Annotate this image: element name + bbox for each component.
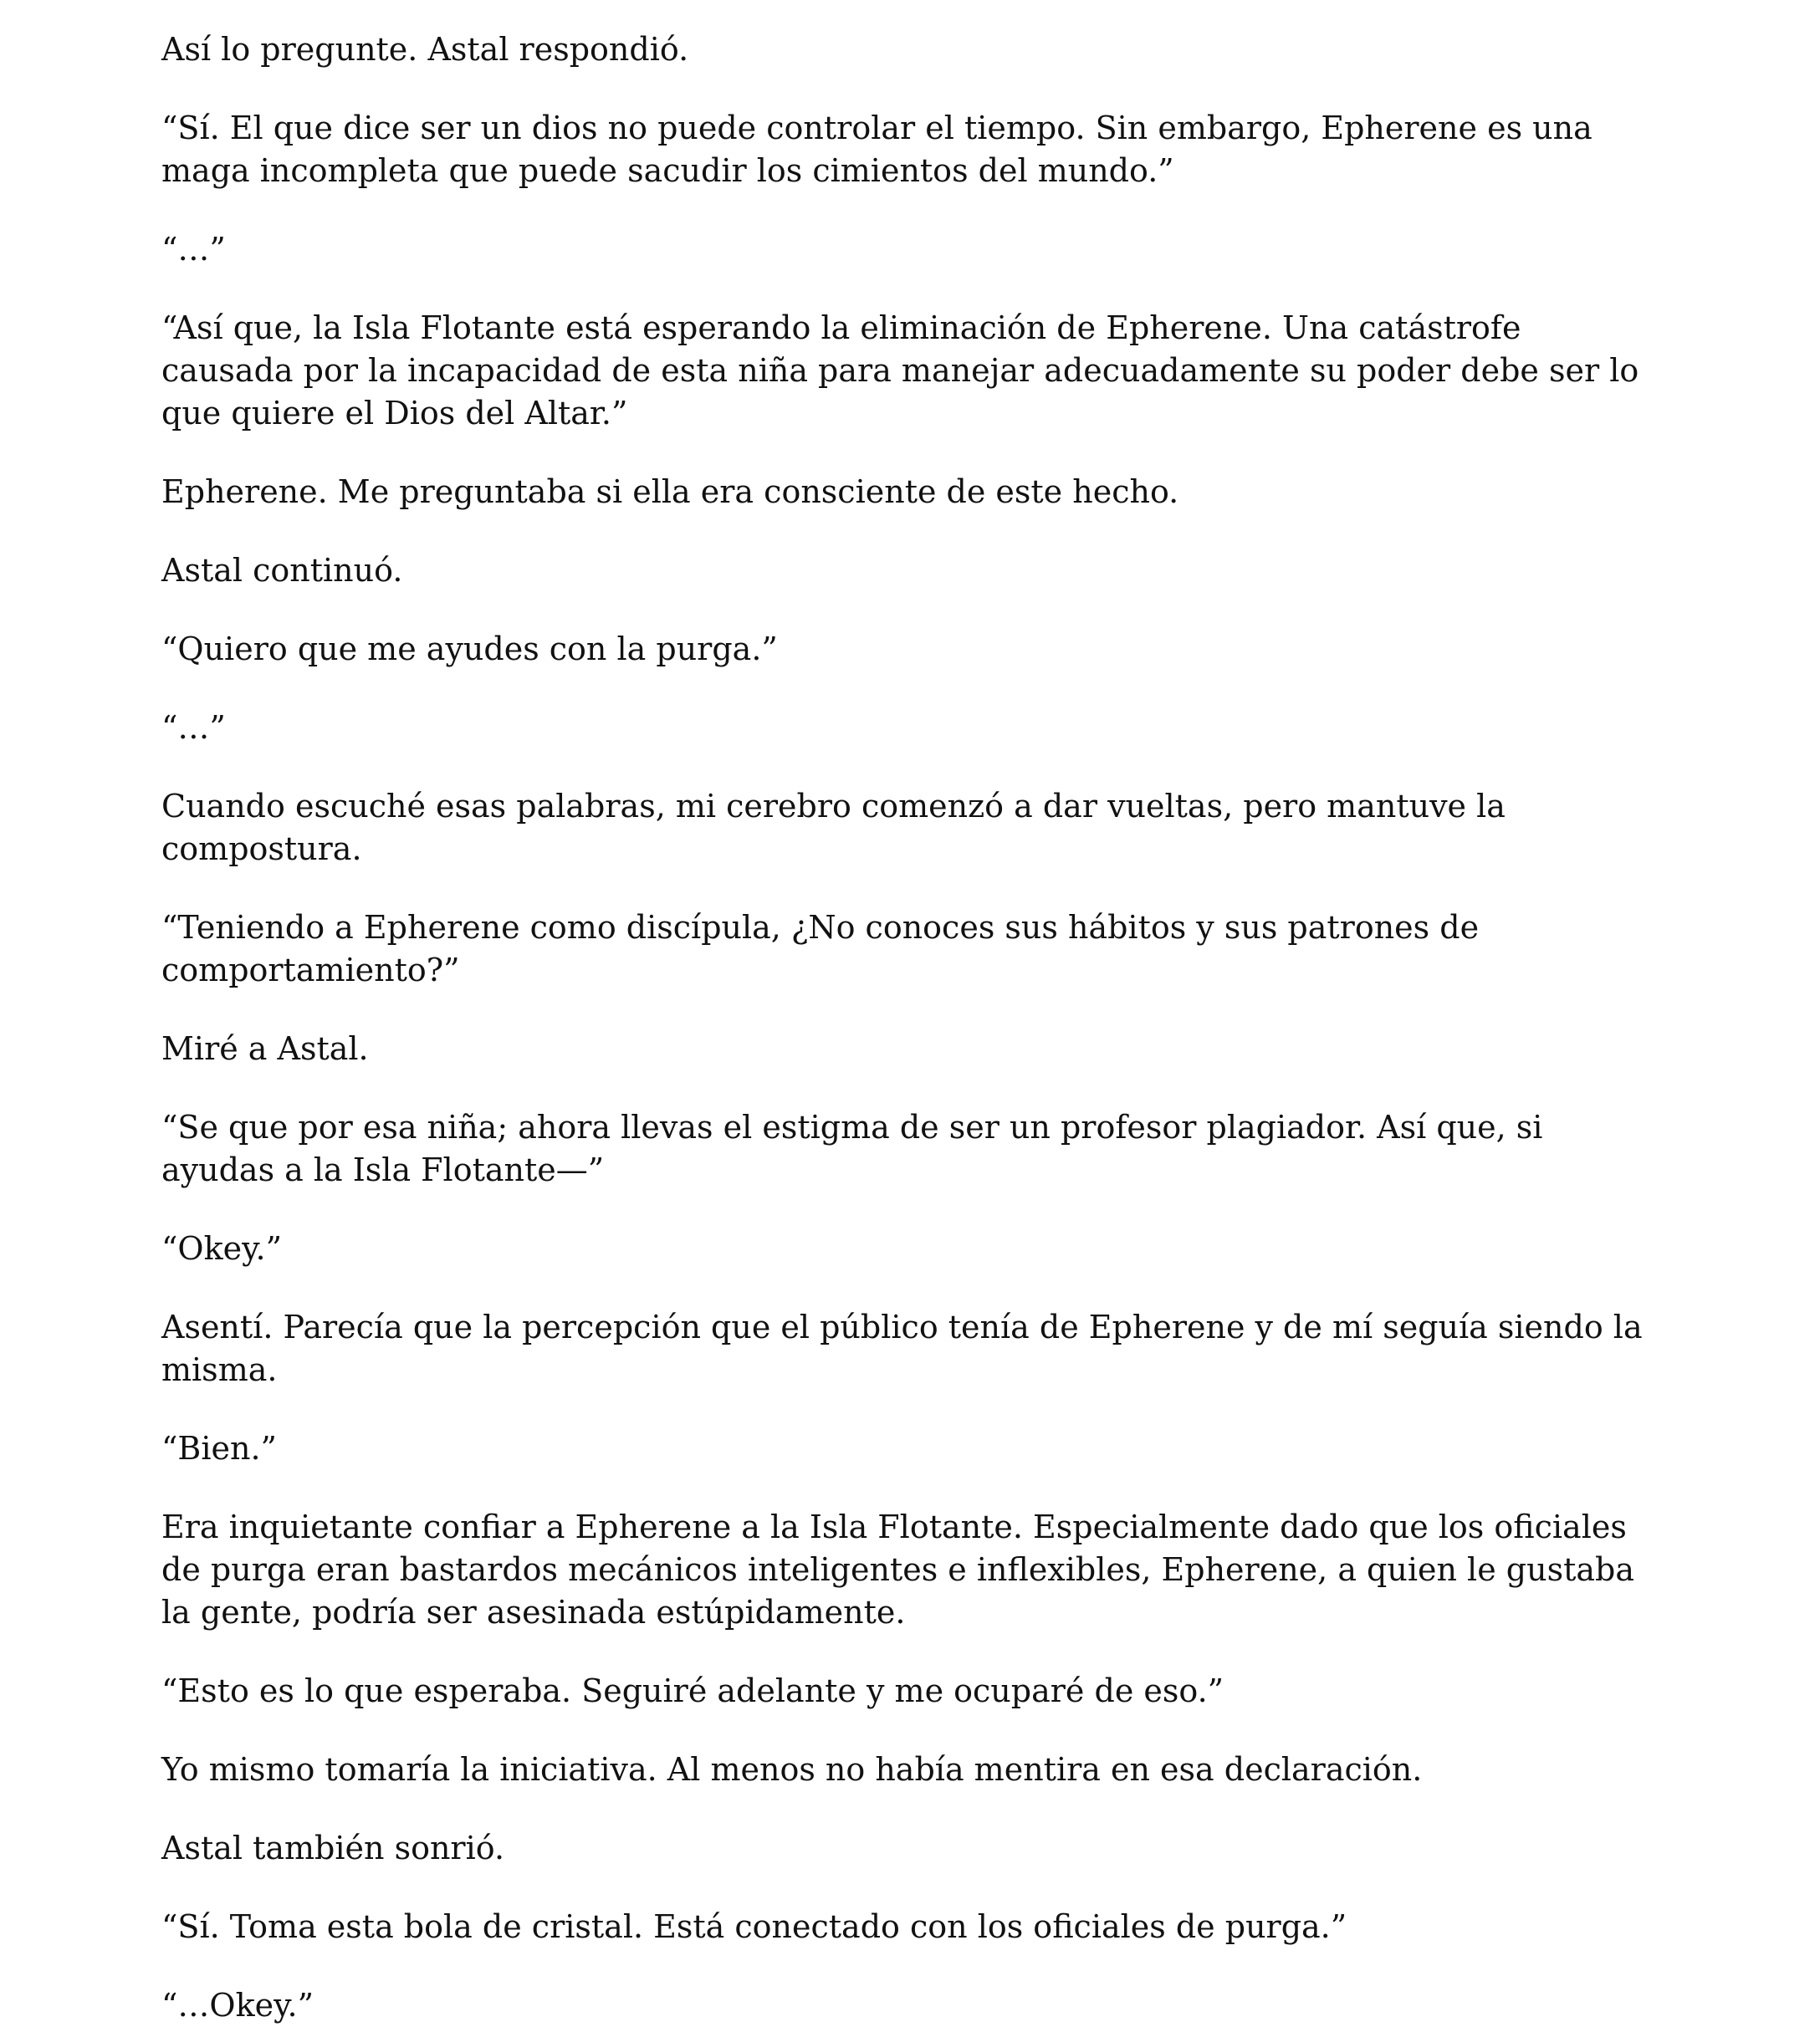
paragraph: Yo mismo tomaría la iniciativa. Al menos no había mentira en esa declaración.	[161, 1751, 1423, 1788]
paragraph: “Okey.”	[161, 1230, 283, 1267]
paragraph: Epherene. Me preguntaba si ella era consciente de este hecho.	[161, 473, 1179, 510]
paragraph: Era inquietante confiar a Epherene a la Isla Flotante. Especialmente dado que los oficiales de purga eran bastardos mecánicos inteligentes e inflexibles, Epherene, a quien le gustaba la gente, podría ser asesinada estúpidamente.	[161, 1509, 1634, 1631]
paragraph: “Se que por esa niña; ahora llevas el estigma de ser un profesor plagiador. Así que, si ayudas a la Isla Flotante—”	[161, 1109, 1543, 1188]
paragraph: Astal también sonrió.	[161, 1830, 505, 1866]
text-body	[161, 28, 1663, 2027]
paragraph: “Así que, la Isla Flotante está esperando la eliminación de Epherene. Una catástrofe causada por la incapacidad de esta niña para manejar adecuadamente su poder debe ser lo que quiere el Dios del Altar.”	[161, 309, 1639, 431]
paragraph: “…Okey.”	[161, 1987, 314, 2024]
paragraph: “Sí. Toma esta bola de cristal. Está conectado con los oficiales de purga.”	[161, 1908, 1347, 1945]
paragraph: Cuando escuché esas palabras, mi cerebro comenzó a dar vueltas, pero mantuve la compostura.	[161, 788, 1506, 867]
paragraph: “Teniendo a Epherene como discípula, ¿No conoces sus hábitos y sus patrones de comportamiento?”	[161, 909, 1480, 988]
paragraph: “…”	[161, 709, 226, 746]
paragraph: “Quiero que me ayudes con la purga.”	[161, 631, 778, 667]
paragraph: Miré a Astal.	[161, 1030, 369, 1067]
paragraph: “Sí. El que dice ser un dios no puede controlar el tiempo. Sin embargo, Epherene es una maga incompleta que puede sacudir los cimientos del mundo.”	[161, 110, 1592, 189]
paragraph: Asentí. Parecía que la percepción que el público tenía de Epherene y de mí seguía siendo la misma.	[161, 1309, 1643, 1388]
paragraph: Así lo pregunte. Astal respondió.	[161, 31, 689, 68]
paragraph: “…”	[161, 231, 226, 268]
paragraph: Astal continuó.	[161, 552, 403, 589]
paragraph: “Esto es lo que esperaba. Seguiré adelante y me ocuparé de eso.”	[161, 1672, 1224, 1709]
paragraph: “Bien.”	[161, 1430, 277, 1467]
